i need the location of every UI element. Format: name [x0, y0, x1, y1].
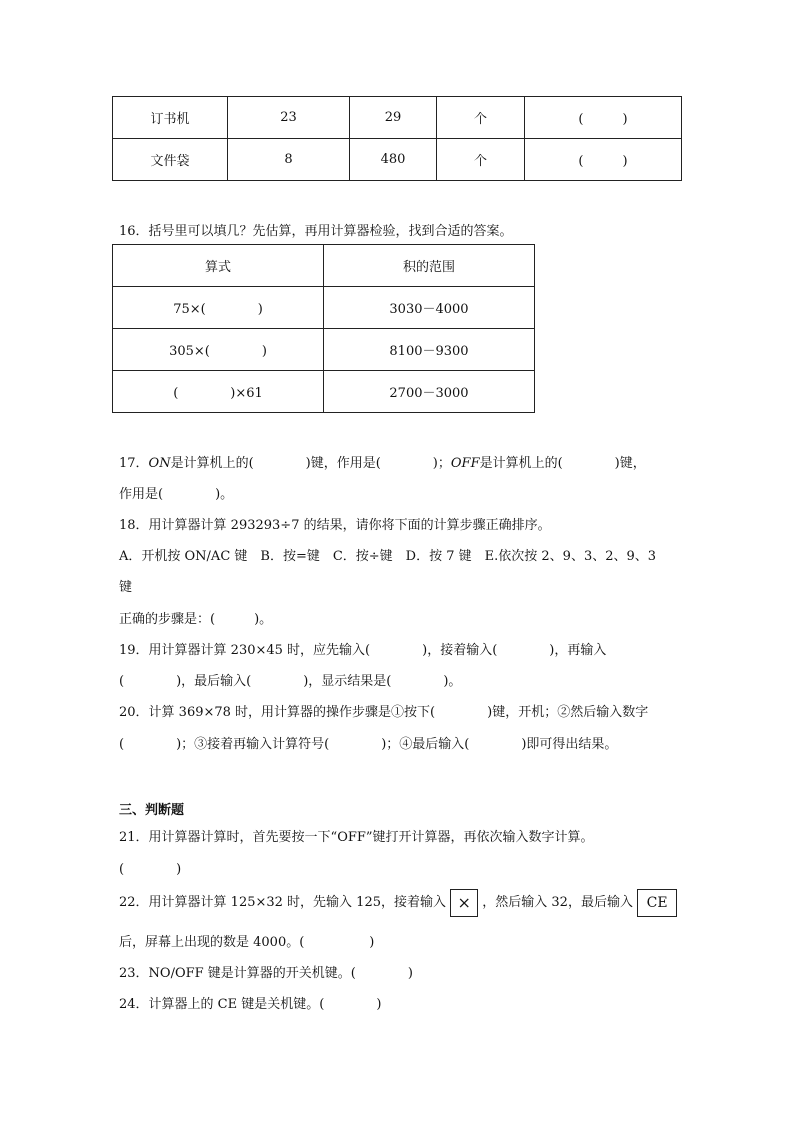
- range-cell: 3030－4000: [324, 287, 535, 329]
- question-18-line-3: 键: [119, 580, 133, 595]
- table-row: [113, 139, 682, 181]
- question-20-line-1: 20．计算 369×78 时，用计算器的操作步骤是①按下( )键，开机；②然后输入数字: [119, 705, 649, 720]
- on-key-label: ON: [148, 456, 171, 471]
- estimate-table: [112, 244, 535, 413]
- table-row: [113, 97, 682, 139]
- table-cell: 个: [437, 97, 525, 139]
- question-24-text: 24．计算器上的 CE 键是关机键。( ): [119, 997, 382, 1012]
- question-22-line-2: 后，屏幕上出现的数是 4000。( ): [119, 935, 375, 950]
- table-cell: 8: [228, 139, 350, 181]
- table-header-row: [113, 245, 535, 287]
- table-cell: 29: [350, 97, 437, 139]
- ce-key-icon: CE: [637, 889, 677, 917]
- multiply-key-icon: ×: [450, 889, 478, 917]
- question-18-line-1: 18．用计算器计算 293293÷7 的结果，请你将下面的计算步骤正确排序。: [119, 518, 551, 533]
- question-18-options: A．开机按 ON/AC 键 B．按=键 C．按÷键 D．按 7 键 E.依次按 2、9、3、2、9、3: [119, 549, 657, 564]
- expression-cell[interactable]: ( )×61: [113, 371, 324, 413]
- q22-text-b: ，然后输入 32，最后输入: [482, 895, 633, 910]
- answer-blank[interactable]: ( ): [525, 97, 682, 139]
- question-21-answer: ( ): [119, 862, 182, 877]
- table-header: 积的范围: [324, 245, 535, 287]
- table-row: [113, 287, 535, 329]
- off-key-label: OFF: [450, 456, 480, 471]
- table-cell: 480: [350, 139, 437, 181]
- range-cell: 8100－9300: [324, 329, 535, 371]
- range-cell: 2700－3000: [324, 371, 535, 413]
- question-17-line-2: 作用是( )。: [119, 487, 234, 502]
- table-header: 算式: [113, 245, 324, 287]
- question-19-line-1: 19．用计算器计算 230×45 时，应先输入( )，接着输入( )，再输入: [119, 643, 607, 658]
- q22-text-a: 22．用计算器计算 125×32 时，先输入 125，接着输入: [119, 895, 446, 910]
- answer-blank[interactable]: ( ): [525, 139, 682, 181]
- q17-text-a: 是计算机上的( )键，作用是( )；: [170, 456, 451, 471]
- table-row: [113, 371, 535, 413]
- items-table: [112, 96, 682, 181]
- question-21-line-1: 21．用计算器计算时，首先要按一下“OFF”键打开计算器，再依次输入数字计算。: [119, 830, 594, 845]
- table-cell: 文件袋: [113, 139, 228, 181]
- question-16-text: 16．括号里可以填几？先估算，再用计算器检验，找到合适的答案。: [119, 224, 513, 239]
- question-17-line-1: [119, 452, 646, 471]
- question-22-line-1: [119, 888, 677, 918]
- question-20-line-2: ( )；③接着再输入计算符号( )；④最后输入( )即可得出结果。: [119, 737, 618, 752]
- q17-number: 17．: [119, 456, 149, 471]
- table-cell: 23: [228, 97, 350, 139]
- expression-cell[interactable]: 75×( ): [113, 287, 324, 329]
- table-cell: 个: [437, 139, 525, 181]
- question-18-answer: 正确的步骤是：( )。: [119, 612, 273, 627]
- section-title: 三、判断题: [119, 803, 185, 818]
- question-23-text: 23．NO/OFF 键是计算器的开关机键。( ): [119, 966, 413, 981]
- table-row: [113, 329, 535, 371]
- question-19-line-2: ( )，最后输入( )，显示结果是( )。: [119, 674, 462, 689]
- expression-cell[interactable]: 305×( ): [113, 329, 324, 371]
- table-cell: 订书机: [113, 97, 228, 139]
- q17-text-b: 是计算机上的( )键，: [479, 456, 646, 471]
